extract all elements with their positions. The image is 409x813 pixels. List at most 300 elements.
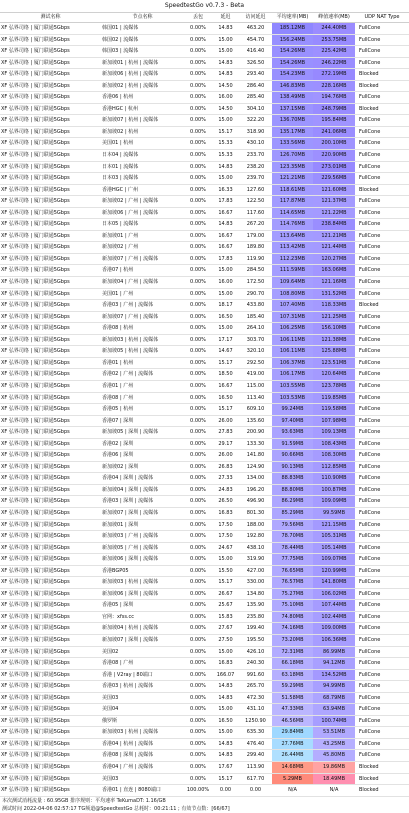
cell-test-name: XF 弘界司络 | 厦门联通5Gbps bbox=[0, 773, 101, 785]
cell-avg-speed: 154.23MB bbox=[272, 69, 313, 81]
cell-node-name: 官网：xfss.cc bbox=[101, 611, 184, 623]
cell-test-name: XF 弘界司络 | 厦门联通5Gbps bbox=[0, 738, 101, 750]
cell-node-name: 香港01 | 直连 | 8080端口 bbox=[101, 785, 184, 797]
cell-ping: 14.83 bbox=[212, 57, 239, 69]
cell-test-name: XF 弘界司络 | 厦门联通5Gbps bbox=[0, 369, 101, 381]
cell-max-speed: 107.44MB bbox=[313, 600, 355, 612]
cell-tcp-ping: 303.70 bbox=[239, 334, 272, 346]
cell-node-name: 香港06 | 深圳 bbox=[101, 450, 184, 462]
cell-max-speed: 241.06MB bbox=[313, 126, 355, 138]
cell-test-name: XF 弘界司络 | 厦门联通5Gbps bbox=[0, 138, 101, 150]
table-row bbox=[0, 311, 409, 323]
cell-avg-speed: 136.70MB bbox=[272, 115, 313, 127]
table-row bbox=[0, 507, 409, 519]
cell-tcp-ping: 1250.90 bbox=[239, 715, 272, 727]
cell-tcp-ping: 635.30 bbox=[239, 727, 272, 739]
cell-node-name: 日本03 | 流媒体 bbox=[101, 173, 184, 185]
cell-test-name: XF 弘界司络 | 厦门联通5Gbps bbox=[0, 750, 101, 762]
table-row bbox=[0, 554, 409, 566]
cell-ping: 15.83 bbox=[212, 611, 239, 623]
cell-test-name: XF 弘界司络 | 厦门联通5Gbps bbox=[0, 473, 101, 485]
cell-ping: 29.17 bbox=[212, 438, 239, 450]
cell-ping: 27.33 bbox=[212, 473, 239, 485]
cell-loss: 0.00% bbox=[184, 531, 212, 543]
cell-nat-type: FullCone bbox=[355, 554, 409, 566]
cell-node-name: 新加坡07 | 深圳 | 流媒体 bbox=[101, 507, 184, 519]
cell-max-speed: N/A bbox=[313, 785, 355, 797]
cell-loss: 0.00% bbox=[184, 138, 212, 150]
cell-node-name: 新加坡05 | 深圳 | 流媒体 bbox=[101, 427, 184, 439]
table-row bbox=[0, 450, 409, 462]
cell-ping: 17.50 bbox=[212, 531, 239, 543]
cell-avg-speed: 108.80MB bbox=[272, 288, 313, 300]
table-row bbox=[0, 103, 409, 115]
table-row bbox=[0, 184, 409, 196]
cell-avg-speed: 121.21MB bbox=[272, 173, 313, 185]
cell-avg-speed: 97.40MB bbox=[272, 415, 313, 427]
cell-ping: 16.33 bbox=[212, 184, 239, 196]
cell-nat-type: FullCone bbox=[355, 219, 409, 231]
cell-ping: 15.00 bbox=[212, 46, 239, 58]
cell-tcp-ping: 233.70 bbox=[239, 150, 272, 162]
cell-nat-type: FullCone bbox=[355, 577, 409, 589]
table-row bbox=[0, 404, 409, 416]
cell-nat-type: FullCone bbox=[355, 253, 409, 265]
cell-node-name: 香港03 | 深圳 | 流媒体 bbox=[101, 496, 184, 508]
cell-tcp-ping: 195.50 bbox=[239, 634, 272, 646]
cell-ping: 24.83 bbox=[212, 484, 239, 496]
cell-tcp-ping: 240.30 bbox=[239, 658, 272, 670]
cell-loss: 0.00% bbox=[184, 173, 212, 185]
cell-node-name: 新加坡03 | 杭州 | 流媒体 bbox=[101, 727, 184, 739]
cell-nat-type: FullCone bbox=[355, 288, 409, 300]
cell-ping: 16.50 bbox=[212, 392, 239, 404]
cell-nat-type: FullCone bbox=[355, 126, 409, 138]
cell-ping: 15.17 bbox=[212, 126, 239, 138]
cell-test-name: XF 弘界司络 | 厦门联通5Gbps bbox=[0, 715, 101, 727]
cell-ping: 17.83 bbox=[212, 196, 239, 208]
cell-loss: 0.00% bbox=[184, 288, 212, 300]
cell-avg-speed: 99.24MB bbox=[272, 404, 313, 416]
app-title: SpeedtestGo v0.7.3 - Beta bbox=[0, 0, 409, 13]
footer-test-time: 测试时间 2022-04-06 02:57:17 TG频道@SpeedtestGo 总耗时：00:21:11 ; 有效节点数：[66/67] bbox=[2, 805, 230, 812]
cell-tcp-ping: 113.40 bbox=[239, 392, 272, 404]
cell-avg-speed: 93.63MB bbox=[272, 427, 313, 439]
cell-nat-type: FullCone bbox=[355, 565, 409, 577]
cell-node-name: 韩国02 | 流媒体 bbox=[101, 34, 184, 46]
cell-test-name: XF 弘界司络 | 厦门联通5Gbps bbox=[0, 554, 101, 566]
cell-node-name: 新加坡06 | 杭州 | 流媒体 bbox=[101, 69, 184, 81]
cell-node-name: 香港HGC | 广州 bbox=[101, 184, 184, 196]
cell-tcp-ping: 496.90 bbox=[239, 496, 272, 508]
cell-nat-type: FullCone bbox=[355, 334, 409, 346]
table-row bbox=[0, 92, 409, 104]
cell-test-name: XF 弘界司络 | 厦门联通5Gbps bbox=[0, 484, 101, 496]
cell-loss: 0.00% bbox=[184, 750, 212, 762]
cell-avg-speed: 27.76MB bbox=[272, 738, 313, 750]
cell-max-speed: 68.79MB bbox=[313, 692, 355, 704]
cell-ping: 14.50 bbox=[212, 103, 239, 115]
cell-node-name: 香港 | V2ray | 80端口 bbox=[101, 669, 184, 681]
cell-avg-speed: 113.64MB bbox=[272, 230, 313, 242]
cell-ping: 17.17 bbox=[212, 334, 239, 346]
cell-ping: 15.33 bbox=[212, 138, 239, 150]
cell-avg-speed: 126.70MB bbox=[272, 150, 313, 162]
cell-nat-type: FullCone bbox=[355, 242, 409, 254]
cell-test-name: XF 弘界司络 | 厦门联通5Gbps bbox=[0, 196, 101, 208]
cell-max-speed: 163.06MB bbox=[313, 265, 355, 277]
cell-tcp-ping: 267.20 bbox=[239, 219, 272, 231]
cell-loss: 0.00% bbox=[184, 219, 212, 231]
table-row bbox=[0, 496, 409, 508]
cell-ping: 26.83 bbox=[212, 461, 239, 473]
cell-test-name: XF 弘界司络 | 厦门联通5Gbps bbox=[0, 23, 101, 35]
table-row bbox=[0, 669, 409, 681]
cell-nat-type: FullCone bbox=[355, 23, 409, 35]
cell-loss: 0.00% bbox=[184, 646, 212, 658]
table-row bbox=[0, 588, 409, 600]
cell-max-speed: 99.59MB bbox=[313, 507, 355, 519]
cell-max-speed: 63.94MB bbox=[313, 704, 355, 716]
cell-max-speed: 43.25MB bbox=[313, 738, 355, 750]
cell-node-name: 新加坡01 | 深圳 bbox=[101, 519, 184, 531]
cell-ping: 26.67 bbox=[212, 588, 239, 600]
cell-node-name: 新加坡07 | 深圳 | 流媒体 bbox=[101, 634, 184, 646]
cell-avg-speed: 146.83MB bbox=[272, 80, 313, 92]
table-row bbox=[0, 773, 409, 785]
cell-loss: 0.00% bbox=[184, 126, 212, 138]
cell-loss: 0.00% bbox=[184, 577, 212, 589]
cell-ping: 14.83 bbox=[212, 23, 239, 35]
cell-ping: 14.83 bbox=[212, 219, 239, 231]
table-row bbox=[0, 577, 409, 589]
cell-node-name: 新加坡01 | 广州 bbox=[101, 230, 184, 242]
cell-nat-type: FullCone bbox=[355, 357, 409, 369]
cell-max-speed: 225.42MB bbox=[313, 46, 355, 58]
cell-nat-type: FullCone bbox=[355, 427, 409, 439]
cell-nat-type: FullCone bbox=[355, 311, 409, 323]
cell-loss: 0.00% bbox=[184, 184, 212, 196]
cell-loss: 0.00% bbox=[184, 380, 212, 392]
cell-tcp-ping: 141.80 bbox=[239, 450, 272, 462]
cell-tcp-ping: 419.00 bbox=[239, 369, 272, 381]
cell-ping: 16.50 bbox=[212, 715, 239, 727]
cell-ping: 15.00 bbox=[212, 646, 239, 658]
cell-avg-speed: 63.18MB bbox=[272, 669, 313, 681]
cell-loss: 0.00% bbox=[184, 600, 212, 612]
table-row bbox=[0, 207, 409, 219]
table-row bbox=[0, 542, 409, 554]
cell-max-speed: 108.43MB bbox=[313, 438, 355, 450]
table-row bbox=[0, 242, 409, 254]
cell-ping: 14.83 bbox=[212, 750, 239, 762]
cell-loss: 0.00% bbox=[184, 57, 212, 69]
cell-ping: 16.67 bbox=[212, 242, 239, 254]
cell-nat-type: FullCone bbox=[355, 507, 409, 519]
cell-ping: 15.00 bbox=[212, 34, 239, 46]
cell-nat-type: Blocked bbox=[355, 80, 409, 92]
table-row bbox=[0, 658, 409, 670]
cell-node-name: 美国04 bbox=[101, 704, 184, 716]
table-row bbox=[0, 762, 409, 774]
cell-nat-type: FullCone bbox=[355, 542, 409, 554]
cell-loss: 0.00% bbox=[184, 450, 212, 462]
cell-tcp-ping: 991.60 bbox=[239, 669, 272, 681]
cell-loss: 0.00% bbox=[184, 634, 212, 646]
cell-tcp-ping: 326.50 bbox=[239, 57, 272, 69]
cell-ping: 18.17 bbox=[212, 300, 239, 312]
cell-loss: 0.00% bbox=[184, 404, 212, 416]
table-row bbox=[0, 392, 409, 404]
cell-loss: 100.00% bbox=[184, 785, 212, 797]
col-header-avg-speed: 平均速率(MB) bbox=[272, 13, 313, 23]
cell-tcp-ping: 265.70 bbox=[239, 681, 272, 693]
cell-max-speed: 109.13MB bbox=[313, 427, 355, 439]
cell-max-speed: 109.07MB bbox=[313, 554, 355, 566]
cell-avg-speed: 47.33MB bbox=[272, 704, 313, 716]
cell-test-name: XF 弘界司络 | 厦门联通5Gbps bbox=[0, 115, 101, 127]
cell-ping: 27.50 bbox=[212, 634, 239, 646]
cell-tcp-ping: 472.30 bbox=[239, 692, 272, 704]
cell-nat-type: FullCone bbox=[355, 46, 409, 58]
cell-loss: 0.00% bbox=[184, 519, 212, 531]
cell-node-name: 香港04 | 广州 | 流媒体 bbox=[101, 762, 184, 774]
cell-test-name: XF 弘界司络 | 厦门联通5Gbps bbox=[0, 126, 101, 138]
cell-nat-type: FullCone bbox=[355, 461, 409, 473]
cell-test-name: XF 弘界司络 | 厦门联通5Gbps bbox=[0, 69, 101, 81]
cell-node-name: 日本01 | 流媒体 bbox=[101, 161, 184, 173]
cell-avg-speed: 5.29MB bbox=[272, 773, 313, 785]
cell-ping: 24.67 bbox=[212, 542, 239, 554]
cell-max-speed: 109.09MB bbox=[313, 496, 355, 508]
cell-tcp-ping: 322.20 bbox=[239, 115, 272, 127]
cell-node-name: 美国03 bbox=[101, 773, 184, 785]
cell-test-name: XF 弘界司络 | 厦门联通5Gbps bbox=[0, 577, 101, 589]
cell-nat-type: FullCone bbox=[355, 600, 409, 612]
table-row bbox=[0, 69, 409, 81]
cell-tcp-ping: 609.10 bbox=[239, 404, 272, 416]
cell-nat-type: Blocked bbox=[355, 762, 409, 774]
cell-max-speed: 195.84MB bbox=[313, 115, 355, 127]
cell-tcp-ping: 319.90 bbox=[239, 554, 272, 566]
cell-nat-type: FullCone bbox=[355, 715, 409, 727]
cell-test-name: XF 弘界司络 | 厦门联通5Gbps bbox=[0, 519, 101, 531]
cell-avg-speed: 75.10MB bbox=[272, 600, 313, 612]
table-row bbox=[0, 369, 409, 381]
table-row bbox=[0, 230, 409, 242]
cell-tcp-ping: 463.20 bbox=[239, 23, 272, 35]
cell-test-name: XF 弘界司络 | 厦门联通5Gbps bbox=[0, 658, 101, 670]
cell-loss: 0.00% bbox=[184, 415, 212, 427]
cell-loss: 0.00% bbox=[184, 438, 212, 450]
cell-max-speed: 200.10MB bbox=[313, 138, 355, 150]
cell-max-speed: 228.16MB bbox=[313, 80, 355, 92]
cell-max-speed: 125.88MB bbox=[313, 346, 355, 358]
table-row bbox=[0, 785, 409, 797]
cell-tcp-ping: 617.70 bbox=[239, 773, 272, 785]
cell-avg-speed: 66.18MB bbox=[272, 658, 313, 670]
cell-test-name: XF 弘界司络 | 厦门联通5Gbps bbox=[0, 450, 101, 462]
cell-max-speed: 94.12MB bbox=[313, 658, 355, 670]
table-row bbox=[0, 300, 409, 312]
cell-loss: 0.00% bbox=[184, 554, 212, 566]
cell-nat-type: Blocked bbox=[355, 785, 409, 797]
cell-test-name: XF 弘界司络 | 厦门联通5Gbps bbox=[0, 692, 101, 704]
table-row bbox=[0, 288, 409, 300]
cell-nat-type: FullCone bbox=[355, 196, 409, 208]
cell-avg-speed: 26.44MB bbox=[272, 750, 313, 762]
table-row bbox=[0, 738, 409, 750]
table-row bbox=[0, 323, 409, 335]
cell-tcp-ping: 185.40 bbox=[239, 311, 272, 323]
cell-loss: 0.00% bbox=[184, 23, 212, 35]
cell-loss: 0.00% bbox=[184, 334, 212, 346]
cell-loss: 0.00% bbox=[184, 92, 212, 104]
cell-node-name: 香港06 | 杭州 bbox=[101, 92, 184, 104]
table-row bbox=[0, 219, 409, 231]
cell-max-speed: 229.56MB bbox=[313, 173, 355, 185]
cell-test-name: XF 弘界司络 | 厦门联通5Gbps bbox=[0, 173, 101, 185]
cell-avg-speed: 107.40MB bbox=[272, 300, 313, 312]
cell-avg-speed: 74.80MB bbox=[272, 611, 313, 623]
cell-max-speed: 120.27MB bbox=[313, 253, 355, 265]
table-row bbox=[0, 461, 409, 473]
cell-nat-type: FullCone bbox=[355, 681, 409, 693]
cell-node-name: 香港04 | 杭州 | 流媒体 bbox=[101, 738, 184, 750]
cell-avg-speed: 75.27MB bbox=[272, 588, 313, 600]
cell-test-name: XF 弘界司络 | 厦门联通5Gbps bbox=[0, 427, 101, 439]
cell-nat-type: FullCone bbox=[355, 323, 409, 335]
cell-tcp-ping: 134.80 bbox=[239, 588, 272, 600]
table-row bbox=[0, 715, 409, 727]
cell-node-name: 新加坡03 | 杭州 | 流媒体 bbox=[101, 334, 184, 346]
cell-test-name: XF 弘界司络 | 厦门联通5Gbps bbox=[0, 184, 101, 196]
cell-tcp-ping: 426.10 bbox=[239, 646, 272, 658]
cell-ping: 16.67 bbox=[212, 230, 239, 242]
cell-test-name: XF 弘界司络 | 厦门联通5Gbps bbox=[0, 323, 101, 335]
cell-loss: 0.00% bbox=[184, 346, 212, 358]
cell-max-speed: 118.33MB bbox=[313, 300, 355, 312]
cell-ping: 14.50 bbox=[212, 80, 239, 92]
cell-avg-speed: N/A bbox=[272, 785, 313, 797]
cell-avg-speed: 109.64MB bbox=[272, 277, 313, 289]
cell-node-name: 新加坡04 | 深圳 | 流媒体 bbox=[101, 484, 184, 496]
cell-test-name: XF 弘界司络 | 厦门联通5Gbps bbox=[0, 727, 101, 739]
table-row bbox=[0, 126, 409, 138]
cell-loss: 0.00% bbox=[184, 253, 212, 265]
cell-max-speed: 105.31MB bbox=[313, 531, 355, 543]
cell-avg-speed: 133.56MB bbox=[272, 138, 313, 150]
cell-nat-type: FullCone bbox=[355, 115, 409, 127]
cell-loss: 0.00% bbox=[184, 762, 212, 774]
cell-nat-type: FullCone bbox=[355, 380, 409, 392]
cell-tcp-ping: 430.10 bbox=[239, 138, 272, 150]
cell-test-name: XF 弘界司络 | 厦门联通5Gbps bbox=[0, 681, 101, 693]
cell-max-speed: 121.60MB bbox=[313, 184, 355, 196]
cell-loss: 0.00% bbox=[184, 392, 212, 404]
cell-avg-speed: 114.65MB bbox=[272, 207, 313, 219]
cell-ping: 15.00 bbox=[212, 115, 239, 127]
cell-ping: 15.00 bbox=[212, 704, 239, 716]
cell-nat-type: FullCone bbox=[355, 138, 409, 150]
cell-max-speed: 110.90MB bbox=[313, 473, 355, 485]
cell-ping: 15.17 bbox=[212, 357, 239, 369]
cell-test-name: XF 弘界司络 | 厦门联通5Gbps bbox=[0, 230, 101, 242]
cell-max-speed: 19.86MB bbox=[313, 762, 355, 774]
cell-ping: 15.00 bbox=[212, 173, 239, 185]
table-row bbox=[0, 161, 409, 173]
cell-tcp-ping: 286.40 bbox=[239, 80, 272, 92]
cell-node-name: 香港BGP05 bbox=[101, 565, 184, 577]
cell-test-name: XF 弘界司络 | 厦门联通5Gbps bbox=[0, 461, 101, 473]
cell-tcp-ping: 115.00 bbox=[239, 380, 272, 392]
cell-tcp-ping: 196.20 bbox=[239, 484, 272, 496]
cell-tcp-ping: 199.40 bbox=[239, 623, 272, 635]
cell-nat-type: FullCone bbox=[355, 588, 409, 600]
cell-nat-type: FullCone bbox=[355, 415, 409, 427]
cell-loss: 0.00% bbox=[184, 704, 212, 716]
table-row bbox=[0, 173, 409, 185]
cell-loss: 0.00% bbox=[184, 692, 212, 704]
cell-nat-type: FullCone bbox=[355, 92, 409, 104]
cell-loss: 0.00% bbox=[184, 611, 212, 623]
cell-node-name: 新加坡02 | 深圳 bbox=[101, 461, 184, 473]
cell-max-speed: 106.36MB bbox=[313, 634, 355, 646]
table-row bbox=[0, 519, 409, 531]
cell-node-name: 新加坡07 | 杭州 | 流媒体 bbox=[101, 115, 184, 127]
cell-avg-speed: 90.66MB bbox=[272, 450, 313, 462]
cell-ping: 166.07 bbox=[212, 669, 239, 681]
cell-nat-type: FullCone bbox=[355, 230, 409, 242]
cell-nat-type: FullCone bbox=[355, 646, 409, 658]
cell-test-name: XF 弘界司络 | 厦门联通5Gbps bbox=[0, 762, 101, 774]
cell-tcp-ping: 113.90 bbox=[239, 762, 272, 774]
cell-nat-type: Blocked bbox=[355, 69, 409, 81]
cell-test-name: XF 弘界司络 | 厦门联通5Gbps bbox=[0, 277, 101, 289]
cell-max-speed: 86.99MB bbox=[313, 646, 355, 658]
cell-test-name: XF 弘界司络 | 厦门联通5Gbps bbox=[0, 496, 101, 508]
table-header-row bbox=[0, 13, 409, 23]
cell-max-speed: 273.01MB bbox=[313, 161, 355, 173]
cell-node-name: 新加坡06 | 广州 | 流媒体 bbox=[101, 207, 184, 219]
cell-tcp-ping: 416.40 bbox=[239, 46, 272, 58]
cell-tcp-ping: 189.80 bbox=[239, 242, 272, 254]
cell-loss: 0.00% bbox=[184, 427, 212, 439]
cell-ping: 14.83 bbox=[212, 69, 239, 81]
cell-tcp-ping: 117.60 bbox=[239, 207, 272, 219]
cell-nat-type: FullCone bbox=[355, 473, 409, 485]
cell-ping: 16.83 bbox=[212, 658, 239, 670]
table-row bbox=[0, 346, 409, 358]
cell-loss: 0.00% bbox=[184, 507, 212, 519]
col-header-loss: 丢包 bbox=[184, 13, 212, 23]
cell-loss: 0.00% bbox=[184, 681, 212, 693]
cell-nat-type: FullCone bbox=[355, 519, 409, 531]
cell-ping: 18.50 bbox=[212, 369, 239, 381]
cell-loss: 0.00% bbox=[184, 277, 212, 289]
cell-ping: 26.00 bbox=[212, 415, 239, 427]
cell-ping: 17.50 bbox=[212, 519, 239, 531]
cell-node-name: 香港08 | 深圳 | 流媒体 bbox=[101, 750, 184, 762]
cell-nat-type: FullCone bbox=[355, 207, 409, 219]
cell-avg-speed: 113.42MB bbox=[272, 242, 313, 254]
cell-loss: 0.00% bbox=[184, 300, 212, 312]
cell-test-name: XF 弘界司络 | 厦门联通5Gbps bbox=[0, 646, 101, 658]
table-row bbox=[0, 634, 409, 646]
cell-avg-speed: 14.68MB bbox=[272, 762, 313, 774]
cell-node-name: 香港07 | 杭州 bbox=[101, 265, 184, 277]
cell-test-name: XF 弘界司络 | 厦门联通5Gbps bbox=[0, 634, 101, 646]
